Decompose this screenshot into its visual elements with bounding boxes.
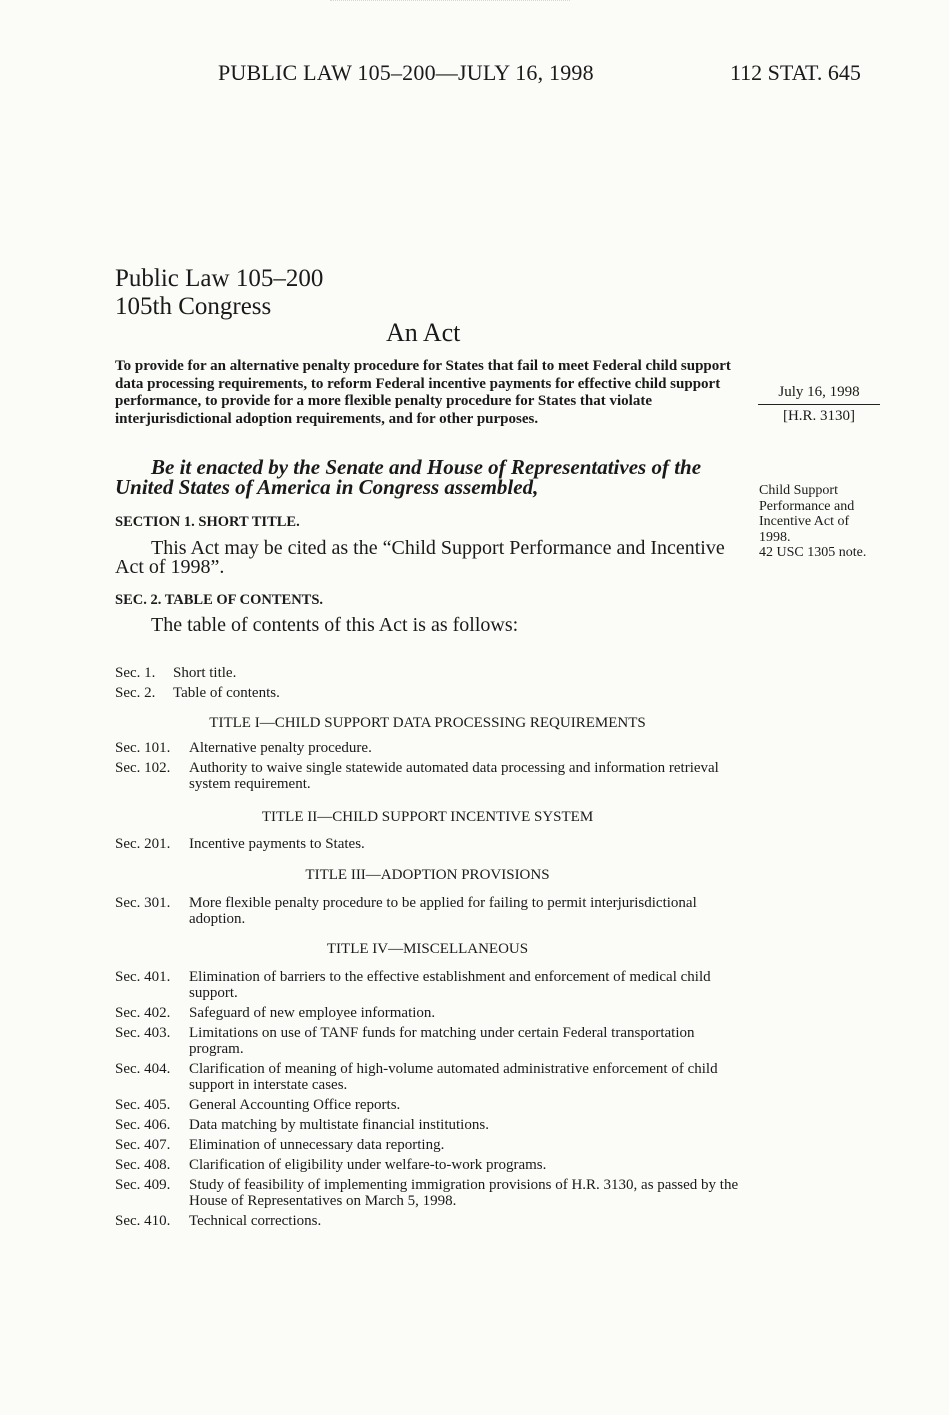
toc-title-3-heading: TITLE III—ADOPTION PROVISIONS <box>305 867 550 883</box>
toc-row <box>115 895 740 927</box>
toc-sec-num: Sec. 409. <box>115 1177 171 1193</box>
toc-sec-num: Sec. 410. <box>115 1213 171 1229</box>
toc-sec-num: Sec. 408. <box>115 1157 171 1173</box>
toc-sec-num: Sec. 301. <box>115 895 171 911</box>
section-1-text: This Act may be cited as the “Child Support Performance and Incentive Act of 1998”. <box>115 537 725 578</box>
toc-sec-num: Sec. 2. <box>115 685 156 701</box>
toc-row <box>115 1137 740 1153</box>
bleed-through-mark <box>330 0 570 7</box>
purpose-text: To provide for an alternative penalty procedure for States that fail to meet Federal child support data processing requirements, to reform Federal incentive payments for effective child support performance, to provide for a more flexible penalty procedure for States that violate interjurisdictional adoption requirements, and for other purposes. <box>115 358 731 427</box>
toc-row <box>115 1213 740 1229</box>
margin-short-title-note: Child Support Performance and Incentive Act of 1998. <box>759 483 855 545</box>
toc-title-2-items <box>115 836 740 852</box>
toc-row <box>115 1061 740 1093</box>
margin-note <box>759 483 884 561</box>
toc-sec-num: Sec. 406. <box>115 1117 171 1133</box>
toc-sec-num: Sec. 101. <box>115 740 171 756</box>
an-act-heading: An Act <box>386 318 461 347</box>
margin-bill-number: [H.R. 3130] <box>782 408 856 424</box>
toc-title-2-heading: TITLE II—CHILD SUPPORT INCENTIVE SYSTEM <box>261 809 594 825</box>
toc-row <box>115 665 740 681</box>
toc-sec-num: Sec. 405. <box>115 1097 171 1113</box>
toc-title-1-items <box>115 740 740 792</box>
toc-sec-num: Sec. 402. <box>115 1005 171 1021</box>
congress-number: 105th Congress <box>115 293 272 320</box>
toc-sec-num: Sec. 403. <box>115 1025 171 1041</box>
toc-sec-title: Elimination of barriers to the effective establishment and enforcement of medical child support. <box>189 969 711 1001</box>
toc-sec-title: Alternative penalty procedure. <box>189 740 372 756</box>
toc-row <box>115 685 740 701</box>
toc-sec-title: Limitations on use of TANF funds for matching under certain Federal transportation program. <box>189 1025 695 1057</box>
toc-title-4-items <box>115 969 740 1229</box>
toc-sec-title: Incentive payments to States. <box>189 836 365 852</box>
law-title-block <box>115 265 323 321</box>
toc-title-1-heading: TITLE I—CHILD SUPPORT DATA PROCESSING REQUIREMENTS <box>209 715 646 731</box>
toc-sec-title: Short title. <box>173 665 237 681</box>
toc-sec-num: Sec. 201. <box>115 836 171 852</box>
section-2-heading: SEC. 2. TABLE OF CONTENTS. <box>115 592 324 608</box>
toc-sec-title: Safeguard of new employee information. <box>189 1005 436 1021</box>
purpose-clause <box>115 358 740 428</box>
toc-row <box>115 1097 740 1113</box>
toc-sec-title: More flexible penalty procedure to be applied for failing to permit interjurisdictional adoption. <box>189 895 697 927</box>
law-number: Public Law 105–200 <box>115 265 324 292</box>
margin-usc-note: 42 USC 1305 note. <box>759 545 867 560</box>
toc-row <box>115 1025 740 1057</box>
toc-row <box>115 740 740 756</box>
toc-sec-num: Sec. 1. <box>115 665 156 681</box>
toc-sec-title: Clarification of eligibility under welfare-to-work programs. <box>189 1157 547 1173</box>
toc-sec-title: Table of contents. <box>173 685 280 701</box>
toc-row <box>115 1117 740 1133</box>
toc-sec-num: Sec. 102. <box>115 760 171 776</box>
enacting-clause: Be it enacted by the Senate and House of Representatives of the United States of America in Congress assembled, <box>115 455 702 499</box>
toc-front <box>115 665 740 701</box>
toc-row <box>115 836 740 852</box>
running-title: PUBLIC LAW 105–200—JULY 16, 1998 <box>218 60 594 85</box>
toc-sec-num: Sec. 401. <box>115 969 171 985</box>
toc-sec-title: Technical corrections. <box>189 1213 322 1229</box>
toc-sec-title: General Accounting Office reports. <box>189 1097 401 1113</box>
toc-row <box>115 1005 740 1021</box>
stat-page-number: 112 STAT. 645 <box>730 60 861 85</box>
toc-sec-title: Data matching by multistate financial institutions. <box>189 1117 489 1133</box>
toc-sec-title: Study of feasibility of implementing immigration provisions of H.R. 3130, as passed by the House of Representatives on March 5, 1998. <box>189 1177 739 1209</box>
toc-sec-num: Sec. 407. <box>115 1137 171 1153</box>
toc-row <box>115 760 740 792</box>
toc-sec-num: Sec. 404. <box>115 1061 171 1077</box>
toc-sec-title: Elimination of unnecessary data reporting. <box>189 1137 445 1153</box>
toc-sec-title: Authority to waive single statewide automated data processing and information retrieval system requirement. <box>189 760 719 792</box>
margin-date: July 16, 1998 <box>758 384 880 405</box>
section-1-heading: SECTION 1. SHORT TITLE. <box>115 514 300 530</box>
toc-sec-title: Clarification of meaning of high-volume automated administrative enforcement of child support in interstate cases. <box>189 1061 718 1093</box>
toc-title-3-items <box>115 895 740 927</box>
toc-row <box>115 1177 740 1209</box>
section-2-text: The table of contents of this Act is as follows: <box>151 614 519 636</box>
toc-title-4-heading: TITLE IV—MISCELLANEOUS <box>326 941 529 957</box>
toc-row <box>115 1157 740 1173</box>
toc-row <box>115 969 740 1001</box>
